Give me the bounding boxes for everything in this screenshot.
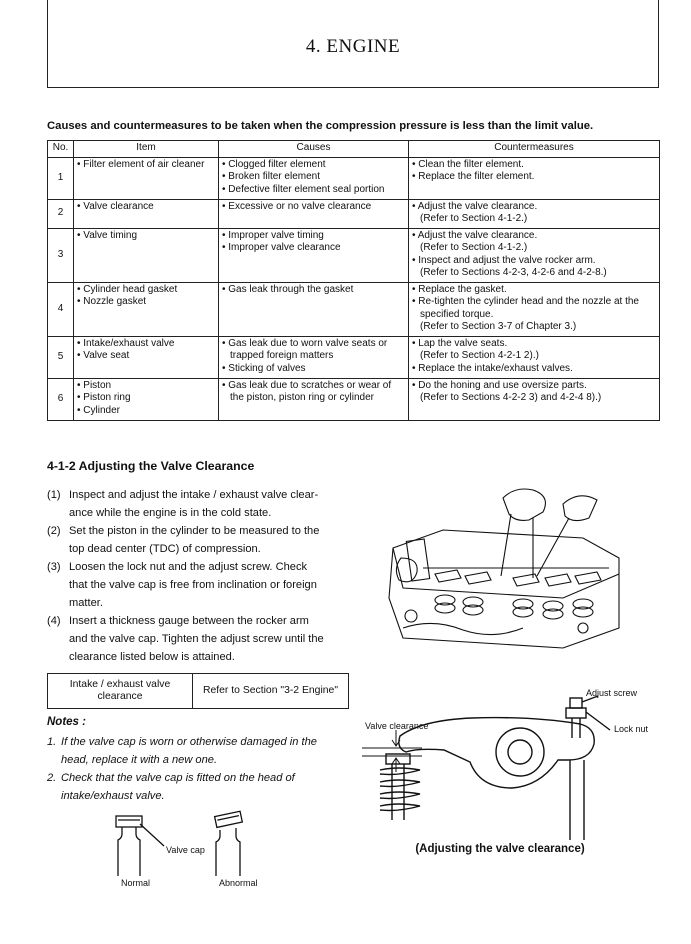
list-item-number: 2. — [47, 772, 57, 784]
cell-line: • Do the honing and use oversize parts. — [412, 379, 587, 391]
list-item-line: clearance listed below is attained. — [69, 651, 235, 663]
clearance-label-cell: Intake / exhaust valve clearance — [48, 674, 193, 709]
notes-title: Notes : — [47, 716, 86, 728]
cell-line: • Piston — [77, 379, 112, 391]
valve-clearance-label: Valve clearance — [365, 721, 429, 731]
row-number-cell: 6 — [48, 378, 74, 420]
list-item-line: and the valve cap. Tighten the adjust screw until the — [69, 633, 324, 645]
list-item-line: Check that the valve cap is fitted on the head of — [61, 772, 295, 784]
column-header: Item — [74, 141, 219, 158]
page-header-box — [47, 0, 659, 88]
list-item-line: Insert a thickness gauge between the rocker arm — [69, 615, 309, 627]
list-item-line: that the valve cap is free from inclination or foreign — [69, 579, 317, 591]
list-item-line: Set the piston in the cylinder to be measured to the — [69, 525, 320, 537]
measures-cell — [409, 378, 660, 420]
lock-nut-label: Lock nut — [614, 724, 649, 734]
fuel-pump-part — [396, 558, 417, 582]
list-item — [47, 522, 349, 558]
cell-line: • Gas leak due to scratches or wear of — [222, 379, 392, 391]
row-number-cell: 5 — [48, 336, 74, 378]
table-row — [48, 282, 660, 336]
item-cell — [74, 282, 219, 336]
valve-cap-label: Valve cap — [166, 845, 205, 855]
cell-line: (Refer to Sections 4-2-2 3) and 4-2-4 8).) — [420, 392, 602, 404]
adjust-screw — [570, 698, 582, 708]
cell-line: • Replace the intake/exhaust valves. — [412, 362, 573, 374]
cell-line: • Valve seat — [77, 350, 130, 362]
causes-cell — [219, 158, 409, 200]
list-item-line: head, replace it with a new one. — [61, 754, 218, 766]
cell-line: trapped foreign matters — [230, 350, 334, 362]
cell-line: • Defective filter element seal portion — [222, 183, 385, 195]
list-item-line: Loosen the lock nut and the adjust screw. Check — [69, 561, 308, 573]
cell-line: • Sticking of valves — [222, 362, 306, 374]
cell-line: • Replace the gasket. — [412, 283, 507, 295]
list-item-number: 1. — [47, 736, 57, 748]
cell-line: • Re-tighten the cylinder head and the nozzle at the — [412, 296, 639, 308]
list-item — [47, 558, 349, 612]
cell-line: (Refer to Section 4-2-1 2).) — [420, 350, 539, 362]
normal-valve-stem — [118, 827, 140, 876]
rocker-arms — [435, 570, 601, 586]
item-cell — [74, 336, 219, 378]
cell-line: • Piston ring — [77, 392, 131, 404]
causes-cell — [219, 378, 409, 420]
abnormal-label: Abnormal — [219, 878, 258, 888]
cell-line: • Valve timing — [77, 229, 138, 241]
item-cell — [74, 378, 219, 420]
rocker-shaft-ring — [496, 728, 544, 776]
table-row — [48, 336, 660, 378]
normal-label: Normal — [121, 878, 151, 888]
list-item-number: (2) — [47, 525, 61, 537]
cell-line: • Clogged filter element — [222, 159, 326, 170]
cell-line: • Inspect and adjust the valve rocker arm. — [412, 254, 596, 266]
item-cell — [74, 158, 219, 200]
cell-line: • Gas leak due to worn valve seats or — [222, 337, 388, 349]
cell-line: (Refer to Sections 4-2-3, 4-2-6 and 4-2-8.) — [420, 267, 607, 279]
table-row — [48, 378, 660, 420]
list-item-line: intake/exhaust valve. — [61, 790, 165, 802]
page-title: 4. ENGINE — [305, 36, 401, 57]
clearance-value-cell: Refer to Section "3-2 Engine" — [193, 674, 349, 709]
section-title: 4-1-2 Adjusting the Valve Clearance — [47, 459, 255, 473]
cell-line: • Intake/exhaust valve — [77, 337, 175, 349]
notes-list — [47, 733, 349, 805]
list-item-line: matter. — [69, 597, 103, 609]
list-item-line: top dead center (TDC) of compression. — [69, 543, 261, 555]
cell-line: • Improper valve timing — [222, 229, 324, 241]
valve-springs — [435, 595, 593, 619]
list-item — [47, 769, 349, 805]
list-item-line: Inspect and adjust the intake / exhaust valve clear- — [69, 489, 319, 501]
cell-line: (Refer to Section 3-7 of Chapter 3.) — [420, 321, 577, 333]
cell-line: • Cylinder — [77, 404, 120, 416]
rocker-shaft — [508, 740, 532, 764]
causes-cell — [219, 282, 409, 336]
list-item-line: If the valve cap is worn or otherwise damaged in the — [61, 736, 317, 748]
cell-line: • Improper valve clearance — [222, 242, 341, 254]
list-item-number: (3) — [47, 561, 61, 573]
adjust-screw-label: Adjust screw — [586, 688, 638, 698]
causes-table — [47, 140, 660, 421]
table-row — [48, 228, 660, 282]
abnormal-valve-stem — [216, 828, 240, 876]
list-item-line: ance while the engine is in the cold state. — [69, 507, 272, 519]
lock-nut — [566, 708, 586, 718]
cell-line: • Excessive or no valve clearance — [222, 201, 372, 212]
clearance-table — [47, 673, 349, 709]
measures-cell — [409, 282, 660, 336]
normal-valve-cap — [116, 816, 142, 827]
figure-caption: (Adjusting the valve clearance) — [415, 843, 585, 855]
list-item — [47, 486, 349, 522]
row-number-cell: 4 — [48, 282, 74, 336]
table-row — [48, 674, 349, 709]
cell-line: • Adjust the valve clearance. — [412, 201, 538, 212]
cell-line: specified torque. — [420, 308, 494, 320]
push-rod — [570, 760, 584, 840]
engine-valve-adjustment-illustration — [383, 478, 623, 658]
list-item — [47, 733, 349, 769]
cell-line: • Gas leak through the gasket — [222, 283, 354, 295]
list-item-number: (1) — [47, 489, 61, 501]
clearance-arrow-up — [392, 758, 400, 772]
row-number-cell: 2 — [48, 200, 74, 229]
procedure-steps — [47, 486, 349, 666]
rocker-arm-diagram — [362, 690, 662, 840]
measures-cell — [409, 228, 660, 282]
list-item-number: (4) — [47, 615, 61, 627]
causes-cell — [219, 200, 409, 229]
causes-cell — [219, 228, 409, 282]
item-cell — [74, 200, 219, 229]
valve-spring — [380, 768, 420, 811]
cell-line: the piston, piston ring or cylinder — [230, 392, 374, 404]
cell-line: • Cylinder head gasket — [77, 283, 178, 295]
causes-cell — [219, 336, 409, 378]
hand-with-tools — [501, 489, 597, 578]
cell-line: (Refer to Section 4-1-2.) — [420, 213, 528, 225]
measures-cell — [409, 336, 660, 378]
row-number-cell: 1 — [48, 158, 74, 200]
cell-line: • Replace the filter element. — [412, 171, 535, 183]
cell-line: (Refer to Section 4-1-2.) — [420, 242, 528, 254]
list-item — [47, 612, 349, 666]
table-row — [48, 200, 660, 229]
table-header-row — [48, 141, 660, 158]
column-header: Causes — [219, 141, 409, 158]
table-caption: Causes and countermeasures to be taken when the compression pressure is less than the limit value. — [47, 120, 594, 132]
cell-line: • Valve clearance — [77, 201, 154, 212]
column-header: Countermeasures — [409, 141, 660, 158]
cell-line: • Clean the filter element. — [412, 159, 524, 170]
cell-line: • Nozzle gasket — [77, 296, 147, 308]
cell-line: • Lap the valve seats. — [412, 337, 508, 349]
cell-line: • Broken filter element — [222, 171, 320, 183]
measures-cell — [409, 200, 660, 229]
row-number-cell: 3 — [48, 228, 74, 282]
item-cell — [74, 228, 219, 282]
table-row — [48, 158, 660, 200]
column-header: No. — [48, 141, 74, 158]
measures-cell — [409, 158, 660, 200]
cell-line: • Adjust the valve clearance. — [412, 229, 538, 241]
cell-line: • Filter element of air cleaner — [77, 159, 205, 170]
